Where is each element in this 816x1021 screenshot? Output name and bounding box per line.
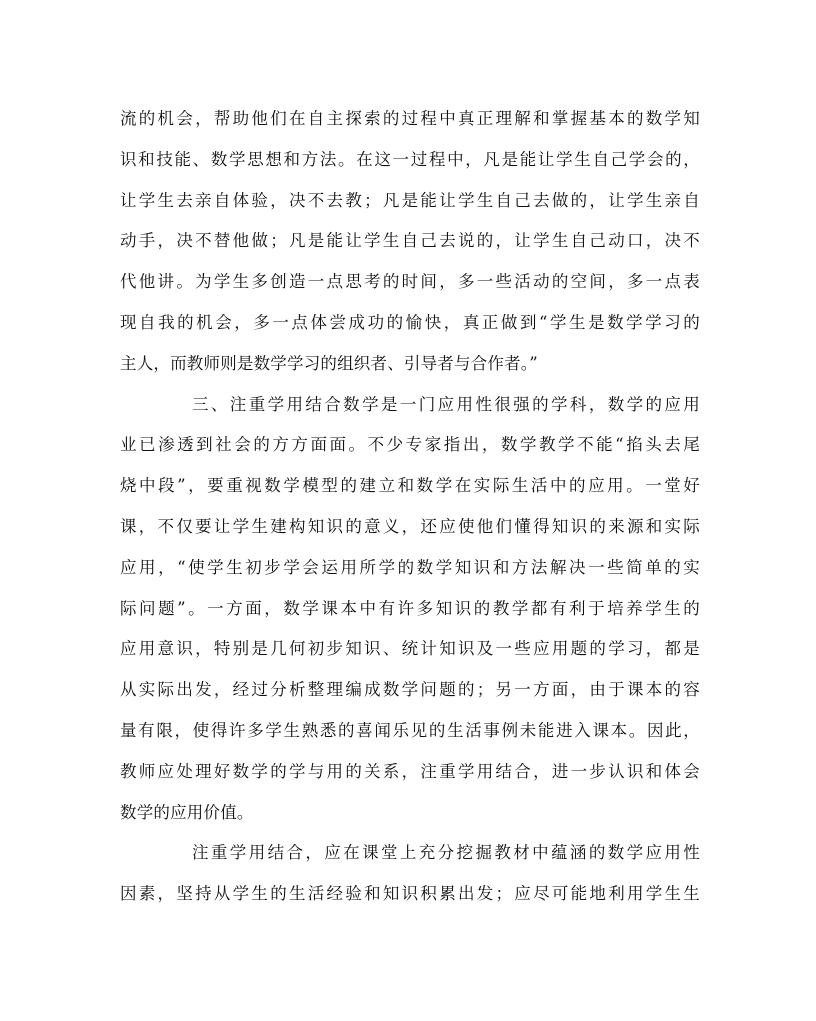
paragraph-2 — [120, 385, 700, 834]
text-line: 教师应处理好数学的学与用的关系，注重学用结合，进一步认识和体会 — [120, 761, 700, 781]
text-line: 识和技能、数学思想和方法。在这一过程中，凡是能让学生自己学会的， — [120, 149, 700, 169]
paragraph-3 — [120, 833, 700, 915]
paragraph-1 — [120, 99, 700, 385]
text-line: 烧中段”，要重视数学模型的建立和数学在实际生活中的应用。一堂好 — [120, 476, 700, 496]
text-line: 际问题”。一方面，数学课本中有许多知识的教学都有利于培养学生的 — [120, 598, 700, 618]
text-line: 动手，决不替他做；凡是能让学生自己去说的，让学生自己动口，决不 — [120, 231, 700, 251]
text-line: 应用意识，特别是几何初步知识、统计知识及一些应用题的学习，都是 — [120, 639, 700, 659]
text-line: 业已渗透到社会的方方面面。不少专家指出，数学教学不能“掐头去尾 — [120, 435, 700, 455]
text-line: 三、注重学用结合数学是一门应用性很强的学科，数学的应用 — [192, 394, 700, 414]
body-text — [120, 99, 700, 915]
text-line: 量有限，使得许多学生熟悉的喜闻乐见的生活事例未能进入课本。因此， — [120, 720, 700, 740]
text-line: 主人，而教师则是数学学习的组织者、引导者与合作者。” — [120, 353, 538, 373]
text-line: 应用，“使学生初步学会运用所学的数学知识和方法解决一些简单的实 — [120, 557, 700, 577]
text-line: 注重学用结合，应在课堂上充分挖掘教材中蕴涵的数学应用性 — [192, 843, 700, 863]
text-line: 数学的应用价值。 — [120, 802, 254, 822]
text-line: 从实际出发，经过分析整理编成数学问题的；另一方面，由于课本的容 — [120, 680, 700, 700]
text-line: 课，不仅要让学生建构知识的意义，还应使他们懂得知识的来源和实际 — [120, 516, 700, 536]
text-line: 因素，坚持从学生的生活经验和知识积累出发；应尽可能地利用学生生 — [120, 884, 700, 904]
text-line: 代他讲。为学生多创造一点思考的时间，多一些活动的空间，多一点表 — [120, 272, 700, 292]
text-line: 让学生去亲自体验，决不去教；凡是能让学生自己去做的，让学生亲自 — [120, 190, 700, 210]
text-line: 现自我的机会，多一点体尝成功的愉快，真正做到“学生是数学学习的 — [120, 312, 700, 332]
text-line: 流的机会，帮助他们在自主探索的过程中真正理解和掌握基本的数学知 — [120, 109, 700, 128]
